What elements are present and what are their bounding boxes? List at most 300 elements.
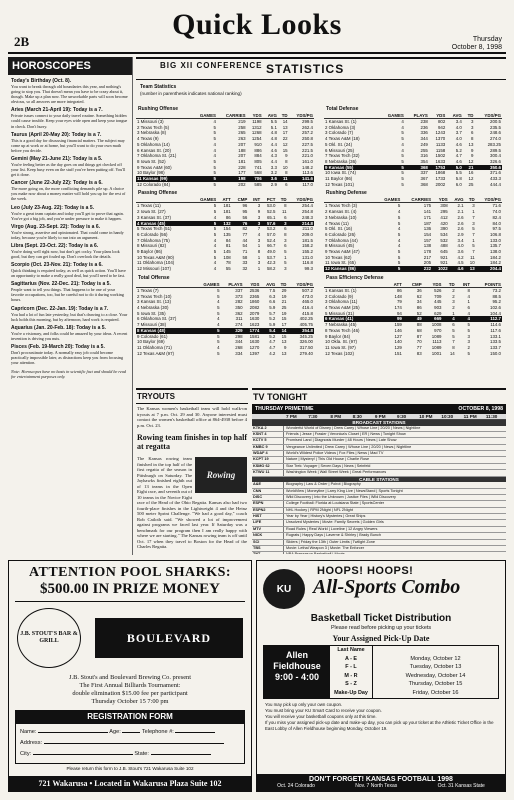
table-cell: 12 Texas (101) (325, 181, 354, 187)
table-cell: 8 (257, 249, 261, 255)
letter-range: M - R (344, 672, 358, 679)
table-cell: 295 (440, 209, 448, 215)
program-list: Road Rules | Real World | Loveline | 12 Angry Viewers (286, 526, 378, 531)
passing-offense-table (136, 197, 314, 271)
table-cell: 3.2 (270, 170, 277, 176)
table-cell: 188 (238, 147, 246, 153)
table-cell: 337 (235, 287, 243, 293)
table-cell: 155.2 (302, 249, 313, 255)
table-cell: 1370 (435, 136, 446, 142)
table-cell: 33 (242, 260, 248, 266)
sign-text: Quick thinking is required today, as well as quick action. You'll have an opportunity to make a really good deal, but you'll need to be fast. (11, 268, 126, 279)
form-phone-field[interactable] (175, 732, 215, 733)
table-cell: 3 Colorado (7) (325, 130, 354, 136)
table-cell: 81 (225, 243, 231, 249)
table-cell: 36 (416, 287, 422, 293)
table-cell: 3 Nebraska (8) (137, 130, 167, 136)
column-header: GAMES (195, 282, 221, 288)
rushing-offense-table (136, 113, 314, 187)
table-cell: 11 Baylor (86) (325, 176, 353, 182)
table-cell: 236 (420, 124, 428, 130)
table-cell: 148.2 (302, 164, 313, 170)
table-cell: 2 Colorado (9) (325, 293, 354, 299)
table-cell: 669 (423, 316, 443, 322)
column-header: CMP (232, 197, 249, 203)
table-cell: 3.6 (457, 249, 464, 255)
channel-name: CNN (252, 489, 284, 494)
table-cell: 2.9 (270, 181, 277, 187)
form-address-label: Address: (20, 740, 43, 746)
table-cell: 1 (472, 237, 475, 243)
table-cell: 95.2 (492, 299, 501, 305)
table-cell: 17 (282, 130, 288, 136)
column-header: CARRIES (217, 113, 247, 119)
table-cell: 5 (217, 293, 220, 299)
table-cell: 2 Kansas St. (4) (325, 209, 357, 215)
table-cell: 211.0 (302, 226, 313, 232)
table-cell: 10 (469, 260, 475, 266)
table-cell: 5 (217, 287, 220, 293)
table-cell: 13 (282, 124, 288, 130)
table-cell: 7 Oklahoma (75) (137, 237, 170, 243)
table-cell: 21 (281, 299, 287, 305)
table-cell: 5.5 (455, 170, 462, 176)
table-cell: 10 (282, 164, 288, 170)
table-cell: 1008 (431, 322, 442, 328)
table-cell: 368 (420, 181, 428, 187)
table-cell: 12 Texas (102) (325, 350, 354, 356)
table-cell: 488 (440, 243, 448, 249)
channel-name: KCTV 5 (252, 438, 284, 443)
channel-name: KSNT 4 (252, 432, 284, 437)
program-list: Unsolved Mysteries | Movie: Family Secrets | Golden Girls (286, 520, 384, 525)
table-cell: 3 Kansas St. (13) (137, 299, 171, 305)
channel-name (252, 552, 284, 554)
table-cell: 204.4 (476, 266, 502, 272)
table-cell: 706 (247, 176, 263, 182)
table-cell: 4 (401, 119, 404, 124)
table-cell: 350.6 (474, 165, 502, 171)
table-cell: 4 (442, 316, 455, 322)
ticket-distribution-title: Basketball Ticket Distribution (310, 613, 452, 624)
tv-date-bar (252, 404, 506, 414)
table-cell: 9 (257, 209, 261, 215)
table-cell: 970 (434, 327, 442, 333)
table-cell: 42.3 (266, 260, 276, 266)
column-header: GAMES (376, 197, 402, 203)
conference-badge: BIG XII CONFERENCE (160, 61, 263, 70)
table-cell: 86 (396, 287, 402, 293)
table-cell: 1868 (435, 170, 446, 176)
table-cell: 1 Texas (7) (137, 287, 159, 293)
table-cell: 116.8 (302, 260, 313, 266)
table-cell: 274 (235, 322, 243, 328)
table-cell: 258 (238, 124, 246, 130)
form-address-field[interactable] (44, 743, 224, 744)
table-cell: 2079 (249, 310, 260, 316)
program-list: Sliders | Friday the 13th | Outer Limits | Twilight Zone (286, 539, 375, 544)
table-cell: 507.2 (302, 287, 313, 293)
table-cell: 4 (213, 147, 216, 153)
table-cell: 279.40 (299, 350, 313, 356)
big12-statistics (136, 57, 506, 383)
table-cell: 10 Texas (62) (325, 254, 352, 260)
table-cell: 5 (195, 328, 221, 334)
table-row (324, 182, 502, 188)
table-cell: 22 (282, 136, 288, 142)
form-age-label: Age: (109, 729, 121, 735)
table-cell: 141.6 (289, 176, 314, 182)
form-state-field[interactable] (151, 754, 211, 755)
program-list (284, 552, 506, 554)
table-cell: 9 (285, 153, 288, 159)
table-cell: 362 (235, 310, 243, 316)
table-cell: 14 (449, 350, 455, 356)
table-cell: 344 (235, 339, 243, 345)
table-cell: 8 (284, 203, 287, 209)
table-cell: 5.0 (446, 165, 463, 171)
table-cell: 34 (416, 299, 422, 305)
sign-name: Leo (July 23-Aug. 22): Today is a 5. (11, 204, 94, 211)
table-cell: 148 (394, 293, 402, 299)
table-cell: 44 (242, 237, 248, 243)
column-header: CARRIES (401, 197, 432, 203)
column-header: INT (456, 282, 471, 288)
table-cell: 5 Texas Tech (51) (137, 226, 172, 232)
table-cell: 77 (416, 344, 422, 350)
table-cell: 151 (394, 350, 402, 356)
rowing-headline: Rowing team finishes in top half at regatta (137, 433, 248, 451)
table-cell: 12 (468, 158, 474, 164)
table-cell: 25 (468, 181, 474, 187)
table-cell: 133.5 (490, 339, 501, 345)
horoscope-sign (8, 259, 132, 278)
table-cell: 1254 (251, 136, 262, 142)
pickup-rules (265, 702, 497, 732)
table-cell: 5.2 (455, 147, 462, 153)
table-cell: 5 (213, 203, 217, 209)
table-cell: 207 (238, 141, 246, 147)
table-cell: 5 (213, 181, 216, 187)
time-slot: 10 PM (419, 414, 433, 419)
table-cell: 15 (281, 333, 287, 339)
table-cell: 433.3 (490, 176, 501, 182)
pool-ad-body (9, 674, 251, 706)
table-cell: 11 Iowa St. (97) (325, 344, 356, 350)
total-offense-title: Total Offense (138, 274, 170, 281)
basketball-ticket-ad (256, 560, 506, 792)
masthead (8, 8, 506, 54)
stats-title: STATISTICS (266, 62, 345, 76)
sign-name: Scorpio (Oct. 23-Nov. 21): Today is a 6. (11, 262, 103, 269)
column-header: YDS/PG (289, 113, 314, 119)
table-cell: 161.0 (302, 158, 313, 164)
time-slot: 8:30 (352, 414, 362, 419)
table-cell: 350 (235, 304, 243, 310)
table-cell: 805 (254, 158, 262, 164)
stats-banner (136, 57, 506, 80)
channel-name: SCI (252, 540, 284, 545)
table-cell: 344 (420, 136, 428, 142)
table-cell: 254.8 (302, 209, 313, 215)
table-cell: 3 (284, 266, 287, 272)
table-cell: 5 (284, 260, 287, 266)
table-cell: 65.1 (266, 214, 276, 220)
table-cell: 5 (192, 221, 218, 227)
table-cell: 1397 (249, 350, 260, 356)
table-cell: 4.0 (455, 136, 462, 142)
sign-text: People want to tell you things. That happens to be one of your favorite occupations, too, but be careful not to do it during working hours. (11, 287, 124, 303)
date-spacer (373, 646, 498, 655)
issue-date (452, 36, 502, 52)
form-age-field[interactable] (122, 732, 140, 733)
table-cell: 19 (281, 293, 287, 299)
table-cell: 6 (452, 322, 455, 328)
column-header: TD (465, 197, 476, 203)
tv-date: OCTOBER 8, 1998 (458, 406, 503, 412)
table-cell: 354 (420, 158, 428, 164)
table-cell: 6 Kansas (41) (324, 316, 386, 322)
table-cell: 4.4 (270, 158, 277, 164)
table-cell: 53.7 (266, 254, 276, 260)
column-header: YDS (247, 113, 263, 119)
table-cell: 222 (401, 266, 432, 272)
table-cell: 3 (467, 333, 470, 339)
time-slot: 7:30 (308, 414, 318, 419)
table-cell: 71 (242, 249, 248, 255)
table-cell: 12 Missouri (107) (137, 266, 171, 272)
table-cell: 73.2 (492, 287, 501, 293)
table-cell: 52 (416, 310, 422, 316)
channel-name: HIST (252, 514, 284, 519)
team-stats-note: (number in parenthesis indicates national ranking) (140, 91, 242, 96)
horoscopes-header: HOROSCOPES (8, 57, 132, 75)
table-cell: 12 Colorado (84) (137, 181, 170, 187)
sign-text: Private issues connect to your daily travel routine. Something hidden could cause trouble. Keep your eyes wide open and keep your tongue in check. Don't hurry. (11, 113, 128, 129)
table-cell: 133.7 (490, 344, 501, 350)
table-cell: 5 (397, 254, 401, 260)
table-cell: 99.3 (304, 266, 313, 272)
table-cell: 254.4 (302, 203, 313, 209)
table-cell: 221.5 (302, 147, 313, 153)
table-cell: 1 Texas Tech (3) (325, 203, 358, 209)
table-cell: 1 (257, 254, 261, 260)
table-cell: 5 Okl. St. (16) (325, 226, 353, 232)
table-cell: 3 (257, 237, 261, 243)
hoops-heading: HOOPS! HOOPS! (317, 565, 414, 577)
table-cell: 354.8 (287, 328, 314, 334)
program-list: Star Trek: Voyager | Seven Days | News | Seinfeld (286, 463, 371, 468)
table-cell: 1268 (251, 130, 262, 136)
table-cell: 4.2 (457, 254, 464, 260)
sign-text: You're feeling better as the day goes on and things get checked off your list. Keep busy even on the stuff you've been putting off. You'll get it done. (11, 161, 126, 178)
pool-ad-line: Thursday October 15 7:00 pm (91, 698, 169, 705)
table-cell: 299.5 (302, 119, 313, 124)
table-cell: 5.9 (269, 304, 276, 310)
table-cell: 5 (284, 249, 287, 255)
table-cell: 4.7 (455, 153, 462, 159)
pickup-rule: You may pick up only your own coupon. (265, 702, 343, 707)
table-cell: 329 (221, 328, 244, 334)
table-cell: 13 (281, 339, 287, 345)
program-list: College Football: Florida at Louisiana State | SportsCenter (286, 501, 385, 506)
table-cell: 214.8 (288, 221, 314, 227)
table-cell: 53.0 (266, 203, 276, 209)
table-cell: 66.7 (266, 243, 276, 249)
table-cell: 11 Iowa St. (65) (325, 260, 356, 266)
table-cell: 942 (437, 124, 446, 130)
column-header: GAMES (192, 197, 218, 203)
table-cell: 181 (223, 203, 231, 209)
table-cell: 5 (217, 333, 220, 339)
table-cell: 6 (284, 226, 287, 232)
form-city-field[interactable] (33, 754, 133, 755)
table-cell: 5 (213, 136, 216, 142)
table-row (136, 266, 314, 272)
table-cell: 1312 (251, 124, 262, 130)
table-cell: 2 Texas Tech (5) (137, 124, 170, 130)
table-cell: 5 (397, 249, 401, 255)
table-cell: 21 (463, 165, 475, 171)
table-cell: 5 (401, 181, 404, 187)
column-header: ATT (217, 197, 231, 203)
table-row (136, 351, 314, 357)
table-cell: 127 (394, 333, 402, 339)
table-cell: 402.25 (299, 316, 313, 322)
table-cell: 5 (397, 231, 401, 237)
table-cell: 117.6 (490, 327, 501, 333)
program-list: NHL Hockey | RPM 2Night | NFL 2Night (286, 507, 353, 512)
column-header: YDS/PG (474, 113, 502, 119)
table-cell: 629 (434, 310, 442, 316)
program-list: Nature | Mystery! | This Old House | Charlie Rose (286, 457, 370, 462)
football-reminder-heading: DON'T FORGET! KANSAS FOOTBALL 1998 (309, 776, 453, 783)
table-cell: 106.8 (490, 231, 501, 237)
column-header: TD (278, 113, 289, 119)
channel-name: A&E (252, 482, 284, 487)
table-cell: 248.3 (302, 214, 313, 220)
table-cell: 5 (192, 176, 217, 182)
table-cell: 1 (467, 299, 470, 305)
table-cell: 316 (420, 153, 428, 159)
table-cell: 95 (242, 209, 248, 215)
table-cell: 4 Nebraska (30) (137, 304, 169, 310)
pickup-rule: You will receive your basketball coupons only at this time. (265, 714, 377, 719)
table-cell: 4.0 (455, 124, 462, 130)
table-cell: 6 Colorado (56) (137, 231, 168, 237)
column-header: AVG (260, 282, 276, 288)
pool-ad-line: J.B. Stout's and Boulevard Brewing Co. present (68, 674, 192, 681)
column-header: GAMES (378, 113, 405, 119)
table-cell: 6.3 (269, 293, 276, 299)
form-name-field[interactable] (38, 732, 108, 733)
sign-text: You're strong, assertive and opinionated. That could come in handy today, because you're likely to run into an argument. (11, 229, 124, 240)
table-cell: 390 (440, 226, 448, 232)
table-cell: 57.6 (261, 221, 276, 227)
table-cell: 8 (285, 158, 288, 164)
table-cell: 7 Texas Tech (32) (325, 153, 360, 159)
table-cell: 5 (376, 266, 402, 272)
table-cell: 6 Colorado (26) (325, 231, 356, 237)
table-cell: 308 (440, 203, 448, 209)
table-cell: 7 (472, 231, 475, 237)
table-cell: 1581 (249, 333, 260, 339)
table-cell: 5 (401, 153, 404, 159)
horoscope-sign (8, 177, 132, 201)
pool-ad-line: The First Annual Billiards Tournament: (79, 682, 181, 689)
table-cell: 12 (282, 141, 288, 147)
table-cell: 8 Missouri (45) (325, 243, 355, 249)
table-cell: 99 (386, 316, 403, 322)
table-cell: 132 (217, 221, 231, 227)
program-list: Biography | Law & Order | Poirot | Biography (286, 482, 361, 487)
table-cell: 1 Kansas St. (1) (325, 119, 357, 124)
sign-name: Capricorn (Dec. 22-Jan. 19): Today is a 7. (11, 305, 109, 312)
form-phone-label: Telephone #: (141, 729, 174, 735)
table-cell: 1 (452, 310, 455, 316)
table-cell: 4.8 (270, 136, 277, 142)
pickup-schedule (263, 645, 499, 699)
sign-text: You had a lot of fun late yesterday, but that's drawing to a close. Your luck holds this morning, but by afternoon, hard work is required. (11, 311, 128, 322)
table-cell: 4.6 (455, 141, 462, 147)
column-header: YDS/PG (288, 197, 314, 203)
table-cell: 1502 (435, 153, 446, 159)
table-cell: 11 (282, 209, 287, 215)
table-cell: 5 (213, 170, 216, 176)
table-cell: 138.0 (490, 249, 501, 255)
table-row (136, 182, 314, 188)
table-cell: 10 Baylor (69) (137, 339, 165, 345)
table-cell: 235.5 (490, 124, 501, 130)
total-defense-title: Total Defense (326, 106, 359, 112)
table-cell: 262.4 (302, 124, 313, 130)
table-cell: 3 (472, 203, 475, 209)
boulevard-logo: BOULEVARD (95, 618, 243, 658)
table-cell: 227.5 (302, 141, 313, 147)
table-cell: 274.0 (490, 136, 501, 142)
table-cell: 9 Texas A&M (60) (137, 164, 172, 170)
sign-text: This is a good day for discussing financial matters. The subject may come up at work or at home, but you'll want to do your own math before you decide. (11, 137, 125, 153)
table-cell: 9 (470, 147, 474, 153)
pickup-dates (373, 646, 498, 698)
pickup-date: Thursday, October 15 (408, 681, 463, 687)
table-cell: 415.8 (302, 310, 313, 316)
time-slot (252, 414, 284, 419)
column-header: YDS (423, 282, 443, 288)
table-cell: 133.1 (490, 333, 501, 339)
table-cell: 337 (420, 170, 428, 176)
table-cell: 135.7 (490, 243, 501, 249)
table-cell: 74.0 (492, 209, 501, 215)
table-cell: 5 (401, 136, 404, 142)
table-cell: 4 Texas A&M (25) (325, 304, 360, 310)
table-cell: 4 Texas (11) (325, 220, 349, 226)
sign-name: Taurus (April 20-May 20): Today is a 7. (11, 131, 102, 138)
column-header: POINTS (471, 282, 502, 288)
channel-name: ESPN2 (252, 508, 284, 513)
sign-name: Aquarius (Jan. 20-Feb. 18): Today is a 5. (11, 324, 106, 331)
location-hours: 9:00 - 4:00 (274, 672, 320, 682)
table-cell: 6 (284, 214, 287, 220)
table-cell: 4 (217, 344, 220, 350)
table-cell: 9 Baylor (86) (137, 249, 163, 255)
pickup-date: Monday, October 12 (410, 655, 461, 662)
table-cell: 8 Missouri (82) (137, 243, 167, 249)
table-cell: 250.8 (302, 136, 313, 142)
table-cell: 9 Colorado (61) (137, 333, 168, 339)
table-cell: 3 (470, 119, 474, 124)
table-cell: 79 (396, 299, 402, 305)
